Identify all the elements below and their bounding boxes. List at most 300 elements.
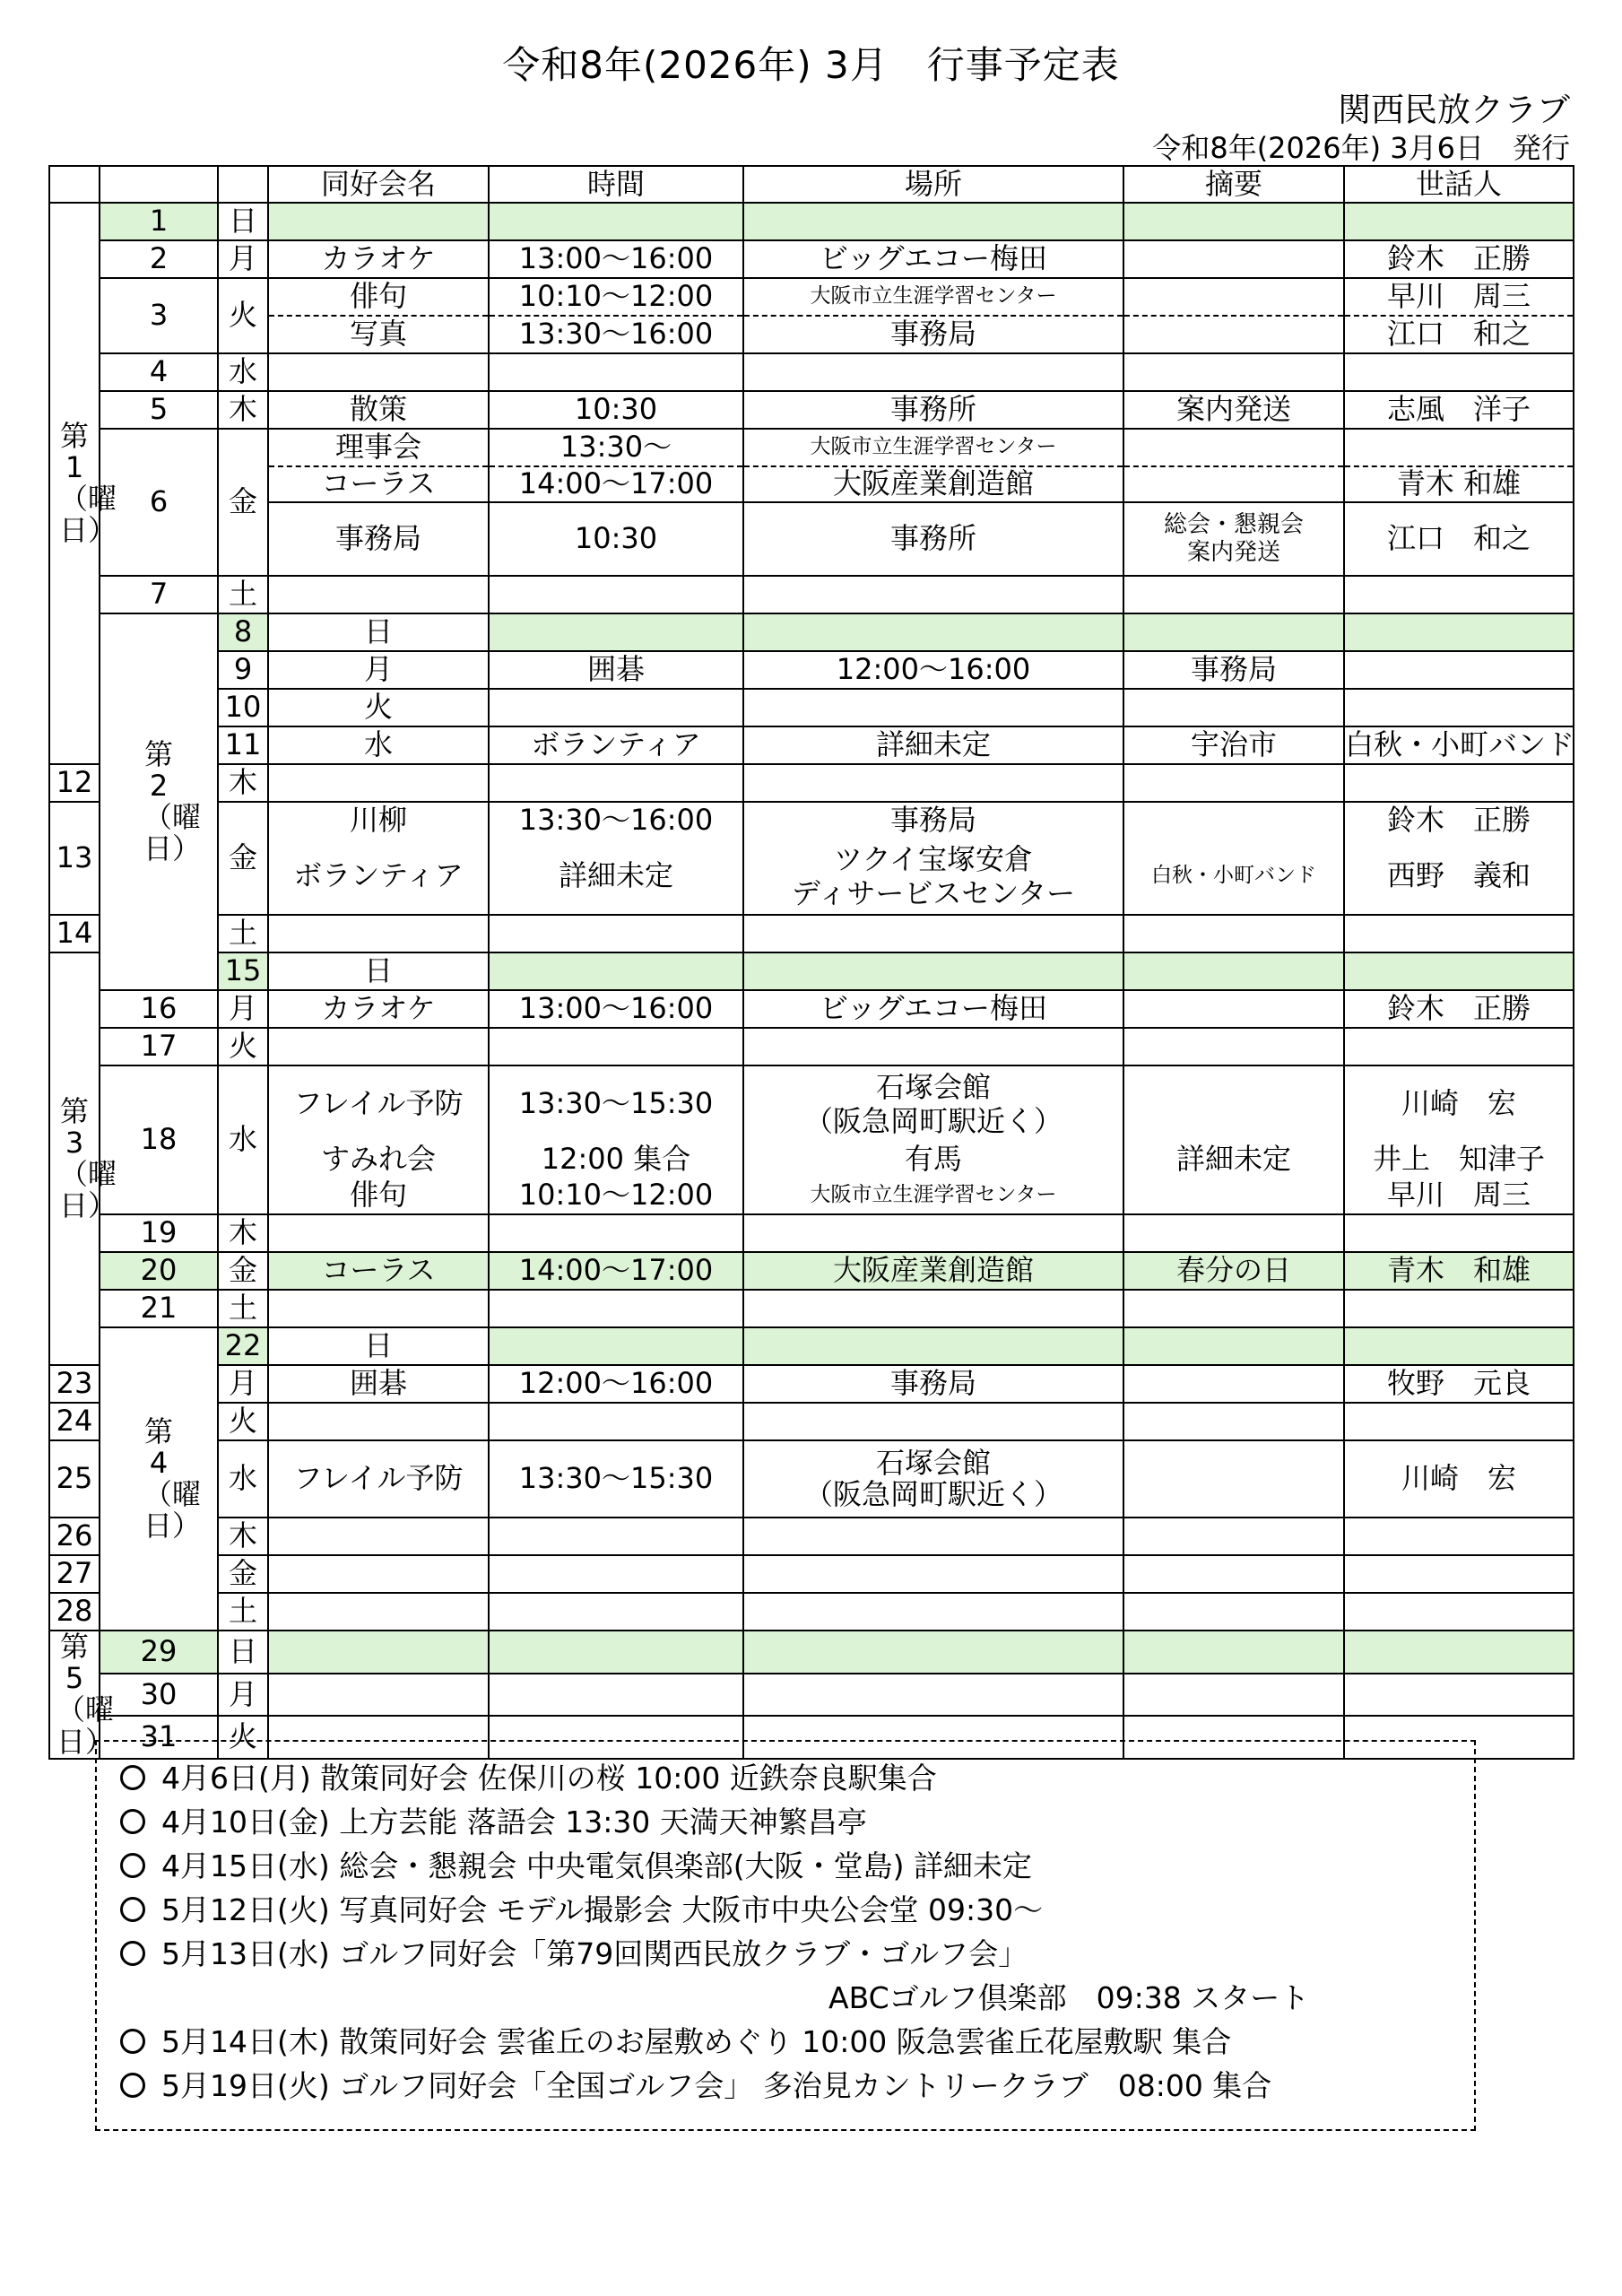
note-entry <box>1124 1178 1343 1213</box>
place-cell: 宇治市 <box>1123 726 1344 764</box>
club-cell <box>268 1214 489 1252</box>
table-row <box>49 1593 1574 1631</box>
event-note <box>120 1800 1474 1844</box>
place-cell <box>743 576 1123 613</box>
note-cell <box>1123 764 1344 802</box>
note-cell <box>1123 1440 1344 1518</box>
day-of-week: 日 <box>218 203 268 240</box>
host-cell: 鈴木 正勝 <box>1344 240 1574 278</box>
note-cell <box>1123 1065 1344 1214</box>
club-entry: 事務局 <box>269 501 488 575</box>
host-cell <box>1344 1214 1574 1252</box>
header-host: 世話人 <box>1344 166 1574 203</box>
time-cell <box>489 915 743 952</box>
day-of-week: 月 <box>218 990 268 1028</box>
circle-bullet-icon <box>120 1941 145 1966</box>
day-number: 26 <box>49 1518 100 1555</box>
day-number: 1 <box>100 203 218 240</box>
event-text: 4月15日(水) 総会・懇親会 中央電気倶楽部(大阪・堂島) 詳細未定 <box>161 1848 1032 1883</box>
club-cell <box>268 353 489 391</box>
place-cell <box>743 1403 1123 1440</box>
day-number: 24 <box>49 1403 100 1440</box>
host-cell: 青木 和雄 <box>1344 1252 1574 1290</box>
day-of-week: 日 <box>218 1631 268 1674</box>
page-title: 令和8年(2026年) 3月 行事予定表 <box>502 43 1120 87</box>
place-cell <box>743 1674 1123 1717</box>
table-row <box>49 689 1574 726</box>
day-of-week: 日 <box>268 1327 489 1365</box>
day-of-week: 月 <box>268 651 489 689</box>
place-cell <box>743 1555 1123 1593</box>
note-cell <box>1123 203 1344 240</box>
time-cell <box>489 1290 743 1327</box>
place-entry: 大阪市立生涯学習センター <box>810 1183 1057 1207</box>
place-line: ディサービスセンター <box>791 876 1076 910</box>
place-entry: 大阪産業創造館 <box>744 465 1123 501</box>
time-entry: 10:30 <box>490 501 742 575</box>
time-cell <box>489 353 743 391</box>
circle-bullet-icon <box>120 1897 145 1922</box>
day-of-week: 火 <box>218 278 268 353</box>
place-cell <box>743 1065 1123 1214</box>
time-cell <box>489 1555 743 1593</box>
club-cell <box>268 1674 489 1717</box>
day-of-week: 金 <box>218 1252 268 1290</box>
day-of-week: 水 <box>218 353 268 391</box>
day-number: 4 <box>100 353 218 391</box>
club-cell: ボランティア <box>489 726 743 764</box>
day-number: 5 <box>100 391 218 429</box>
header-place: 場所 <box>743 166 1123 203</box>
day-number: 13 <box>49 802 100 915</box>
club-cell: 散策 <box>268 391 489 429</box>
time-cell <box>489 1214 743 1252</box>
day-of-week: 水 <box>268 726 489 764</box>
day-number: 23 <box>49 1365 100 1403</box>
host-cell <box>1344 1290 1574 1327</box>
club-cell <box>489 952 743 990</box>
time-entry: 13:30～16:00 <box>490 315 742 352</box>
table-row <box>49 1555 1574 1593</box>
place-line: 石塚会館 <box>875 1445 991 1480</box>
host-entry: 井上 知津子 <box>1372 1142 1545 1177</box>
host-cell <box>1344 1631 1574 1674</box>
day-number: 29 <box>100 1631 218 1674</box>
table-row <box>49 990 1574 1028</box>
note-cell <box>1123 1365 1344 1403</box>
place-entry: 事務所 <box>744 501 1123 575</box>
day-number: 22 <box>218 1327 268 1365</box>
note-cell: 春分の日 <box>1123 1252 1344 1290</box>
place-cell <box>1123 689 1344 726</box>
host-cell <box>1344 1403 1574 1440</box>
day-of-week: 月 <box>218 1365 268 1403</box>
day-number: 7 <box>100 576 218 613</box>
time-entry: 14:00～17:00 <box>490 465 742 501</box>
place-entry: 事務局 <box>744 315 1123 352</box>
table-row <box>49 1028 1574 1065</box>
table-row <box>49 391 1574 429</box>
place-cell: 事務局 <box>1123 651 1344 689</box>
note-cell <box>1123 990 1344 1028</box>
week-label: 第3（曜日） <box>49 952 100 1365</box>
day-number: 8 <box>218 613 268 651</box>
place-entry: 大阪市立生涯学習センター <box>810 284 1057 309</box>
day-of-week: 日 <box>268 613 489 651</box>
place-cell: 事務所 <box>743 391 1123 429</box>
club-cell <box>268 429 489 576</box>
place-cell <box>1123 613 1344 651</box>
note-cell <box>1344 952 1574 990</box>
host-cell <box>1344 764 1574 802</box>
day-number: 20 <box>100 1252 218 1290</box>
day-number: 6 <box>100 429 218 576</box>
club-cell <box>489 689 743 726</box>
time-cell <box>489 802 743 915</box>
note-cell <box>1123 429 1344 576</box>
note-entry <box>1124 1066 1343 1142</box>
note-cell <box>1123 576 1344 613</box>
club-cell <box>268 1290 489 1327</box>
place-cell <box>743 1593 1123 1631</box>
table-row <box>49 1403 1574 1440</box>
place-cell <box>743 1290 1123 1327</box>
table-row <box>49 1252 1574 1290</box>
event-text: 5月19日(火) ゴルフ同好会「全国ゴルフ会」 多治見カントリークラブ 08:00 集合 <box>161 2068 1272 2103</box>
table-row <box>49 1518 1574 1555</box>
place-cell <box>743 353 1123 391</box>
time-cell <box>743 952 1123 990</box>
place-cell <box>1123 1327 1344 1365</box>
place-entry: 有馬 <box>904 1142 962 1177</box>
event-text: 5月14日(木) 散策同好会 雲雀丘のお屋敷めぐり 10:00 阪急雲雀丘花屋敷駅 集合 <box>161 2024 1232 2059</box>
note-entry <box>1124 465 1343 501</box>
time-entry: 10:10～12:00 <box>518 279 714 314</box>
host-entry: 青木 和雄 <box>1345 465 1573 501</box>
note-cell <box>1123 1555 1344 1593</box>
time-cell <box>489 1518 743 1555</box>
club-cell: 囲碁 <box>268 1365 489 1403</box>
table-row <box>49 576 1574 613</box>
table-row <box>49 915 1574 952</box>
place-line: ツクイ宝塚安倉 <box>833 841 1034 876</box>
event-note <box>120 2020 1474 2064</box>
club-cell <box>268 915 489 952</box>
club-cell: カラオケ <box>268 990 489 1028</box>
day-number: 27 <box>49 1555 100 1593</box>
place-cell <box>743 429 1123 576</box>
week-label: 第2（曜日） <box>100 613 218 990</box>
day-number: 30 <box>100 1674 218 1717</box>
day-number: 25 <box>49 1440 100 1518</box>
club-cell <box>268 1065 489 1214</box>
table-row <box>49 726 1574 764</box>
day-number: 16 <box>100 990 218 1028</box>
circle-bullet-icon <box>120 1765 145 1790</box>
table-row <box>49 1631 1574 1674</box>
host-cell <box>1344 429 1574 576</box>
event-note <box>120 1844 1474 1888</box>
table-row <box>49 1365 1574 1403</box>
time-cell <box>489 1593 743 1631</box>
club-entry: ボランティア <box>293 858 464 893</box>
club-cell <box>268 1593 489 1631</box>
host-cell: 志風 洋子 <box>1344 391 1574 429</box>
time-cell: 詳細未定 <box>743 726 1123 764</box>
day-of-week: 火 <box>268 689 489 726</box>
host-cell: 川崎 宏 <box>1344 1440 1574 1518</box>
place-line: （阪急岡町駅近く） <box>803 1104 1063 1138</box>
day-of-week: 月 <box>218 1674 268 1717</box>
club-cell <box>268 576 489 613</box>
table-row <box>49 613 1574 651</box>
day-number: 18 <box>100 1065 218 1214</box>
host-cell <box>1344 278 1574 353</box>
place-cell <box>743 915 1123 952</box>
issue-date: 令和8年(2026年) 3月6日 発行 <box>1152 131 1570 165</box>
day-of-week: 木 <box>218 1214 268 1252</box>
day-of-week: 木 <box>218 764 268 802</box>
place-cell <box>743 203 1123 240</box>
table-row <box>49 353 1574 391</box>
table-row <box>49 240 1574 278</box>
table-row <box>49 802 1574 915</box>
note-entry <box>1124 430 1343 465</box>
host-entry: 早川 周三 <box>1386 279 1531 314</box>
event-note-continuation <box>120 1976 1474 2020</box>
place-cell <box>743 1214 1123 1252</box>
host-cell <box>1344 915 1574 952</box>
place-entry: 事務局 <box>889 803 976 838</box>
day-of-week: 金 <box>218 429 268 576</box>
club-cell <box>268 802 489 915</box>
place-cell <box>743 764 1123 802</box>
time-cell: 10:30 <box>489 391 743 429</box>
circle-bullet-icon <box>120 1853 145 1878</box>
table-row <box>49 203 1574 240</box>
time-cell: 14:00～17:00 <box>489 1252 743 1290</box>
time-cell <box>743 1327 1123 1365</box>
host-entry: 川崎 宏 <box>1401 1086 1516 1121</box>
note-entry <box>1124 315 1343 352</box>
host-entry <box>1345 430 1573 465</box>
note-entry: 詳細未定 <box>1175 1142 1291 1177</box>
note-cell <box>1344 613 1574 651</box>
time-entry: 12:00 集合 <box>541 1142 691 1177</box>
note-cell <box>1123 915 1344 952</box>
note-cell <box>1123 1028 1344 1065</box>
club-cell <box>268 1518 489 1555</box>
time-cell <box>489 429 743 576</box>
day-of-week: 木 <box>218 391 268 429</box>
day-of-week: 日 <box>268 952 489 990</box>
day-of-week: 水 <box>218 1440 268 1518</box>
host-cell <box>1344 1593 1574 1631</box>
club-cell: カラオケ <box>268 240 489 278</box>
note-cell <box>1123 278 1344 353</box>
place-cell <box>743 1631 1123 1674</box>
host-cell: 鈴木 正勝 <box>1344 990 1574 1028</box>
host-cell <box>1344 203 1574 240</box>
header-time: 時間 <box>489 166 743 203</box>
club-cell <box>489 613 743 651</box>
host-entry: 江口 和之 <box>1345 315 1573 352</box>
time-cell: 13:30～15:30 <box>489 1440 743 1518</box>
club-cell: コーラス <box>268 1252 489 1290</box>
club-cell <box>268 764 489 802</box>
time-cell <box>489 1403 743 1440</box>
place-cell: 事務局 <box>743 1365 1123 1403</box>
event-text: ABCゴルフ倶楽部 09:38 スタート <box>828 1980 1310 2015</box>
event-note <box>120 1888 1474 1932</box>
week-label: 第5（曜日） <box>49 1631 100 1759</box>
place-cell <box>743 278 1123 353</box>
time-entry: 13:30～16:00 <box>518 803 714 838</box>
week-label: 第1（曜日） <box>49 203 100 764</box>
day-of-week: 火 <box>218 1028 268 1065</box>
time-cell: 12:00～16:00 <box>743 651 1123 689</box>
host-cell <box>1344 802 1574 915</box>
club-entry: 俳句 <box>349 1178 407 1213</box>
table-row <box>49 278 1574 353</box>
host-cell <box>1344 1028 1574 1065</box>
table-row <box>49 952 1574 990</box>
event-text: 5月12日(火) 写真同好会 モデル撮影会 大阪市中央公会堂 09:30～ <box>161 1892 1044 1927</box>
place-line: 石塚会館 <box>875 1069 991 1104</box>
club-cell <box>268 1555 489 1593</box>
club-cell <box>268 1631 489 1674</box>
club-cell: フレイル予防 <box>268 1440 489 1518</box>
time-cell <box>743 689 1123 726</box>
time-cell: 12:00～16:00 <box>489 1365 743 1403</box>
day-of-week: 土 <box>218 576 268 613</box>
schedule-table <box>48 165 1574 1760</box>
time-cell: 13:00～16:00 <box>489 990 743 1028</box>
note-entry: 白秋・小町バンド <box>1151 864 1316 888</box>
header-dow <box>218 166 268 203</box>
note-cell: 白秋・小町バンド <box>1344 726 1574 764</box>
day-of-week: 水 <box>218 1065 268 1214</box>
club-entry: 俳句 <box>349 279 407 314</box>
host-cell <box>1344 1518 1574 1555</box>
time-cell <box>489 203 743 240</box>
time-entry: 10:10～12:00 <box>518 1178 714 1213</box>
time-cell <box>489 1631 743 1674</box>
day-of-week: 金 <box>218 802 268 915</box>
day-number: 28 <box>49 1593 100 1631</box>
table-row <box>49 651 1574 689</box>
note-cell <box>1123 240 1344 278</box>
note-cell <box>1344 689 1574 726</box>
time-entry: 13:30～15:30 <box>518 1086 714 1121</box>
event-text: 4月6日(月) 散策同好会 佐保川の桜 10:00 近鉄奈良駅集合 <box>161 1761 937 1796</box>
time-cell <box>489 576 743 613</box>
host-entry: 江口 和之 <box>1345 501 1573 575</box>
time-cell <box>489 1065 743 1214</box>
table-row <box>49 1674 1574 1717</box>
host-entry: 鈴木 正勝 <box>1386 803 1531 838</box>
note-cell: 案内発送 <box>1123 391 1344 429</box>
note-entry <box>1124 279 1343 315</box>
place-line: （阪急岡町駅近く） <box>803 1477 1063 1511</box>
event-note <box>120 2064 1474 2108</box>
note-line: 案内発送 <box>1186 539 1280 566</box>
day-of-week: 月 <box>218 240 268 278</box>
note-cell <box>1123 1403 1344 1440</box>
week-label: 第4（曜日） <box>100 1327 218 1631</box>
day-number: 11 <box>218 726 268 764</box>
host-cell <box>1344 576 1574 613</box>
day-of-week: 土 <box>218 1593 268 1631</box>
day-of-week: 木 <box>218 1518 268 1555</box>
club-entry: 川柳 <box>349 803 407 838</box>
circle-bullet-icon <box>120 2029 145 2054</box>
time-entry: 詳細未定 <box>558 858 673 893</box>
place-cell <box>743 802 1123 915</box>
host-cell <box>1344 353 1574 391</box>
place-cell <box>743 1518 1123 1555</box>
day-number: 31 <box>100 1716 218 1759</box>
club-cell: 囲碁 <box>489 651 743 689</box>
day-of-week: 火 <box>218 1716 268 1759</box>
club-entry: 写真 <box>269 315 488 352</box>
circle-bullet-icon <box>120 1809 145 1834</box>
time-cell: 13:00～16:00 <box>489 240 743 278</box>
header-note: 摘要 <box>1123 166 1344 203</box>
table-row <box>49 1290 1574 1327</box>
note-cell <box>1123 1518 1344 1555</box>
host-entry: 早川 周三 <box>1386 1178 1531 1213</box>
table-row <box>49 1440 1574 1518</box>
place-cell <box>743 1028 1123 1065</box>
day-of-week: 火 <box>218 1403 268 1440</box>
header-day <box>100 166 218 203</box>
day-number: 19 <box>100 1214 218 1252</box>
day-of-week: 土 <box>218 915 268 952</box>
event-note <box>120 1932 1474 1976</box>
day-number: 10 <box>218 689 268 726</box>
day-number: 9 <box>218 651 268 689</box>
time-cell <box>743 613 1123 651</box>
club-cell <box>268 278 489 353</box>
time-cell <box>489 1028 743 1065</box>
note-entry <box>1124 803 1343 839</box>
table-row <box>49 1327 1574 1365</box>
place-cell: ビッグエコー梅田 <box>743 990 1123 1028</box>
header-row <box>49 166 1574 203</box>
note-cell <box>1123 353 1344 391</box>
header-club: 同好会名 <box>268 166 489 203</box>
table-row <box>49 1065 1574 1214</box>
note-cell <box>1123 1674 1344 1717</box>
club-entry: 理事会 <box>334 430 421 465</box>
circle-bullet-icon <box>120 2073 145 2098</box>
note-line: 総会・懇親会 <box>1163 510 1304 538</box>
upcoming-events-box <box>95 1740 1476 2131</box>
day-number: 2 <box>100 240 218 278</box>
table-row <box>49 1214 1574 1252</box>
day-number: 12 <box>49 764 100 802</box>
time-cell <box>489 764 743 802</box>
place-cell <box>743 1440 1123 1518</box>
day-number: 14 <box>49 915 100 952</box>
time-cell <box>489 278 743 353</box>
host-cell: 牧野 元良 <box>1344 1365 1574 1403</box>
event-text: 4月10日(金) 上方芸能 落語会 13:30 天満天神繁昌亭 <box>161 1805 867 1839</box>
club-cell <box>268 1403 489 1440</box>
host-cell <box>1344 1555 1574 1593</box>
club-entry: コーラス <box>269 465 488 501</box>
